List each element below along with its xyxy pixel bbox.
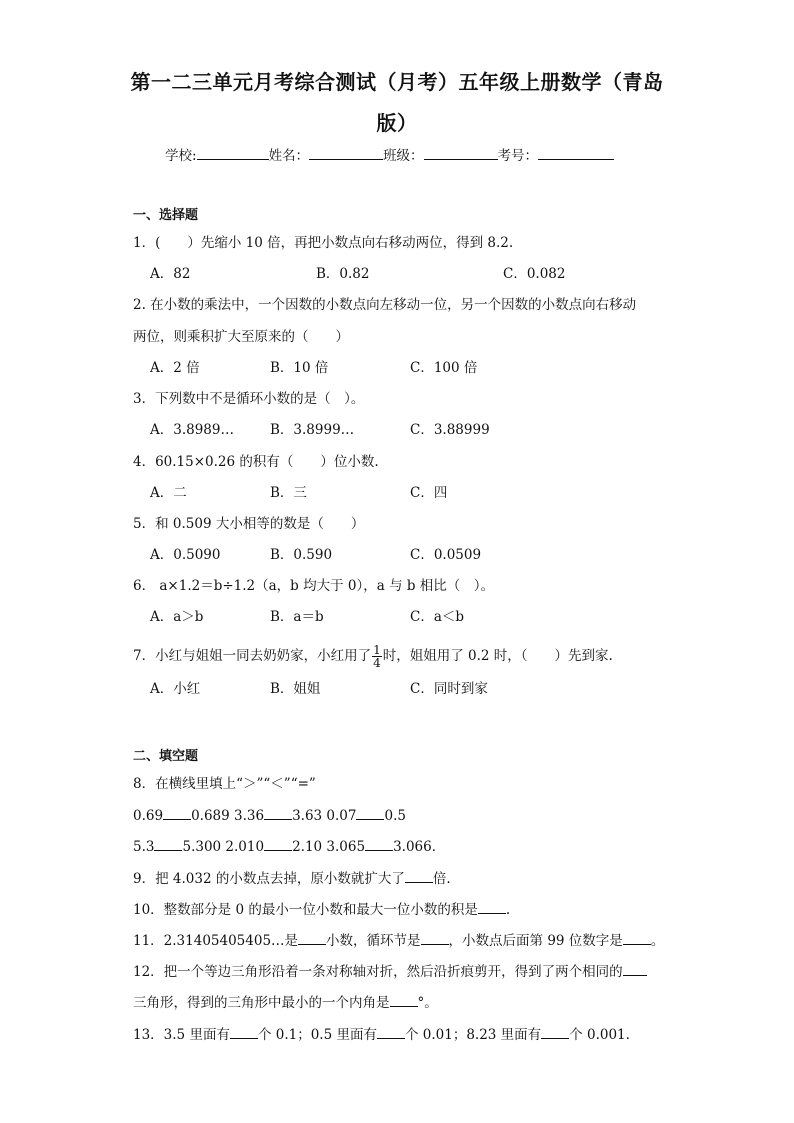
school-blank[interactable] [197,146,269,160]
question-4: 4．60.15×0.26 的积有（ ）位小数. [133,454,379,470]
q6-option-c[interactable]: C．a＜b [410,609,465,625]
q9-text-after: 倍. [432,871,451,887]
q8-r2-part: 5.300 2.010 [182,839,265,855]
q8-r2-blank-3[interactable] [365,837,393,851]
question-3: 3．下列数中不是循环小数的是（ ）。 [133,391,365,407]
section-choice-heading: 一、选择题 [133,208,199,223]
q13-blank-2[interactable] [377,1025,405,1039]
q3-option-a[interactable]: A．3.8989… [150,422,234,438]
q7-fraction [372,644,382,669]
q8-r1-part: 0.69 [133,808,164,824]
q8-r1-blank-1[interactable] [163,806,191,820]
question-11 [133,931,664,950]
q4-option-b[interactable]: B．三 [270,485,307,501]
page-title-line2: 版） [376,111,418,135]
q11-text: ，小数点后面第 99 位数字是 [448,933,623,949]
question-13 [133,1025,630,1044]
q12-blank-1[interactable] [623,962,647,976]
question-5: 5．和 0.509 大小相等的数是（ ） [133,516,365,532]
q8-r1-part: 0.5 [384,808,406,824]
q11-text: 小数，循环节是 [326,933,421,949]
q10-blank[interactable] [478,900,506,914]
q3-option-c[interactable]: C．3.88999 [410,422,490,438]
q7-fraction-denominator: 4 [373,656,381,670]
q2-option-b[interactable]: B．10 倍 [270,360,329,376]
section-fill-heading: 二、填空题 [133,749,199,764]
q4-option-c[interactable]: C．四 [410,485,448,501]
q8-r2-part: 5.3 [133,839,155,855]
q6-option-b[interactable]: B．a＝b [270,609,324,625]
question-12-line1 [133,962,647,981]
q8-r1-blank-3[interactable] [356,806,384,820]
q11-text: 。 [650,933,665,949]
name-label: 姓名： [268,148,310,164]
q5-option-a[interactable]: A．0.5090 [150,547,221,563]
exam-no-blank[interactable] [538,146,614,160]
question-8: 8．在横线里填上“＞”“＜”“=” [133,776,316,792]
q13-text: 13．3.5 里面有 [133,1027,230,1043]
q8-r2-part: 3.066． [393,839,446,855]
q7-option-c[interactable]: C．同时到家 [410,681,488,697]
class-label: 班级： [383,148,424,164]
question-6: 6． a×1.2＝b÷1.2（a，b 均大于 0），a 与 b 相比（ ）。 [133,578,495,594]
q12-text: °。 [417,995,438,1011]
q6-option-a[interactable]: A．a＞b [150,609,204,625]
q11-text: 11．2.31405405405…是 [133,933,299,949]
q10-text-after: . [505,902,511,918]
q4-option-a[interactable]: A．二 [150,485,187,501]
question-7 [133,644,613,669]
q12-text: 三角形，得到的三角形中最小的一个内角是 [133,995,390,1011]
q11-blank-1[interactable] [298,931,326,945]
q13-blank-1[interactable] [230,1025,258,1039]
q11-blank-2[interactable] [421,931,449,945]
class-blank[interactable] [424,146,498,160]
q1-option-c[interactable]: C．0.082 [503,266,566,282]
q7-option-a[interactable]: A．小红 [150,681,201,697]
q7-text-after: 时，姐姐用了 0.2 时，（ ）先到家. [382,648,613,664]
q13-text: 个 0.01；8.23 里面有 [404,1027,542,1043]
q12-blank-2[interactable] [390,993,418,1007]
q7-fraction-numerator: 1 [373,643,381,657]
student-info-row [165,146,614,165]
q13-text: 个 0.1；0.5 里面有 [257,1027,377,1043]
q8-r2-blank-1[interactable] [154,837,182,851]
page-title-line1: 第一二三单元月考综合测试（月考）五年级上册数学（青岛 [130,70,664,94]
question-12-line2 [133,993,438,1012]
q12-text: 12．把一个等边三角形沿着一条对称轴对折，然后沿折痕剪开，得到了两个相同的 [133,964,623,980]
q9-text-before: 9．把 4.032 的小数点去掉，原小数就扩大了 [133,871,405,887]
q8-r2-part: 2.10 3.065 [292,839,366,855]
q8-r1-part: 0.689 3.36 [191,808,265,824]
q10-text-before: 10．整数部分是 0 的最小一位小数和最大一位小数的积是 [133,902,478,918]
q8-r1-part: 3.63 0.07 [292,808,357,824]
q11-blank-3[interactable] [623,931,651,945]
question-9 [133,869,451,888]
q13-text: 个 0.001. [569,1027,630,1043]
q1-option-b[interactable]: B．0.82 [316,266,370,282]
q2-option-c[interactable]: C．100 倍 [410,360,478,376]
q7-text-before: 7．小红与姐姐一同去奶奶家，小红用了 [133,648,372,664]
q5-option-c[interactable]: C．0.0509 [410,547,482,563]
name-blank[interactable] [309,146,383,160]
q8-row-1 [133,806,406,825]
q7-option-b[interactable]: B．姐姐 [270,681,321,697]
question-10 [133,900,510,919]
q8-row-2 [133,837,445,856]
q13-blank-3[interactable] [541,1025,569,1039]
question-2-line1: 2. 在小数的乘法中，一个因数的小数点向左移动一位，另一个因数的小数点向右移动 [133,297,637,313]
q9-blank[interactable] [405,869,433,883]
question-2-line2: 两位，则乘积扩大至原来的（ ） [133,329,349,345]
q8-r1-blank-2[interactable] [264,806,292,820]
q2-option-a[interactable]: A．2 倍 [150,360,200,376]
q3-option-b[interactable]: B．3.8999… [270,422,355,438]
q8-r2-blank-2[interactable] [264,837,292,851]
q5-option-b[interactable]: B．0.590 [270,547,333,563]
school-label: 学校: [165,148,197,164]
exam-no-label: 考号： [497,148,539,164]
q1-option-a[interactable]: A．82 [150,266,191,282]
question-1: 1．( ）先缩小 10 倍，再把小数点向右移动两位，得到 8.2. [133,235,514,251]
